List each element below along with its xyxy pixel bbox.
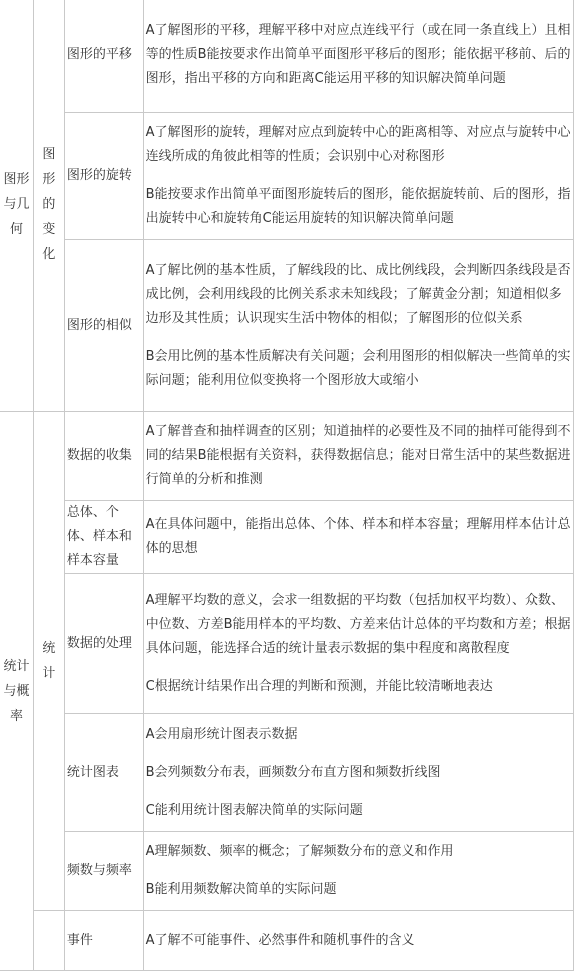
requirement-text: A了解图形的旋转，理解对应点到旋转中心的距离相等、对应点与旋转中心连线所成的角彼此相等的性质；会识别中心对称图形: [145, 125, 571, 164]
requirement-text: C能利用统计图表解决简单的实际问题: [145, 802, 363, 818]
requirement-text: A了解普查和抽样调查的区别；知道抽样的必要性及不同的抽样可能得到不同的结果B能根据有关资料，获得数据信息；能对日常生活中的某些数据进行简单的分析和推测: [145, 424, 571, 487]
topic-cell: 图形的平移: [64, 0, 143, 113]
requirement-cell: [143, 501, 573, 574]
subcategory-cell: 图形的变化: [33, 0, 64, 412]
table-row: [0, 911, 574, 971]
requirement-cell: [143, 911, 573, 971]
requirement-cell: [143, 574, 573, 714]
requirement-text: A会用扇形统计图表示数据: [145, 726, 298, 742]
requirement-cell: [143, 0, 573, 113]
requirement-cell: [143, 240, 573, 412]
requirement-text: B能利用频数解决简单的实际问题: [145, 882, 337, 897]
table-row: [0, 832, 574, 911]
table-row: [0, 240, 574, 412]
requirement-cell: [143, 113, 573, 240]
topic-cell: 图形的旋转: [64, 113, 143, 240]
table-row: [0, 574, 574, 714]
requirement-cell: [143, 832, 573, 911]
table-row: [0, 412, 574, 501]
requirement-text: B会用比例的基本性质解决有关问题；会利用图形的相似解决一些简单的实际问题；能利用位似变换将一个图形放大或缩小: [145, 348, 571, 388]
requirement-cell: [143, 412, 573, 501]
requirement-text: A在具体问题中，能指出总体、个体、样本和样本容量；理解用样本估计总体的思想: [145, 517, 571, 556]
category-cell: 图形与几何: [0, 0, 33, 412]
table-row: [0, 0, 574, 113]
requirement-text: A理解频数、频率的概念；了解频数分布的意义和作用: [145, 844, 454, 859]
requirement-text: A了解图形的平移，理解平移中对应点连线平行（或在同一条直线上）且相等的性质B能按要求作出简单平面图形平移后的图形；能依据平移前、后的图形，指出平移的方向和距离C能运用平移的知识解决简单问题: [145, 22, 571, 86]
category-cell: 统计与概率: [0, 412, 33, 971]
requirement-text: A了解不可能事件、必然事件和随机事件的含义: [145, 932, 415, 948]
table-row: [0, 714, 574, 832]
topic-cell: 数据的收集: [64, 412, 143, 501]
topic-cell: 数据的处理: [64, 574, 143, 714]
topic-cell: 总体、个体、样本和样本容量: [64, 501, 143, 574]
requirement-text: A了解比例的基本性质，了解线段的比、成比例线段，会判断四条线段是否成比例，会利用线段的比例关系求未知线段；了解黄金分割；知道相似多边形及其性质；认识现实生活中物体的相似；了解图形的位似关系: [145, 262, 571, 326]
requirement-text: A理解平均数的意义，会求一组数据的平均数（包括加权平均数）、众数、中位数、方差B能用样本的平均数、方差来估计总体的平均数和方差；根据具体问题，能选择合适的统计量表示数据的集中程度和离散程度: [145, 592, 571, 656]
topic-cell: 频数与频率: [64, 832, 143, 911]
requirement-text: C根据统计结果作出合理的判断和预测，并能比较清晰地表达: [145, 678, 493, 694]
subcategory-cell: 统计: [33, 412, 64, 911]
subcategory-cell: [33, 911, 64, 971]
table-row: [0, 113, 574, 240]
topic-cell: 统计图表: [64, 714, 143, 832]
requirement-text: B会列频数分布表，画频数分布直方图和频数折线图: [145, 764, 441, 780]
requirement-cell: [143, 714, 573, 832]
topic-cell: 事件: [64, 911, 143, 971]
topic-cell: 图形的相似: [64, 240, 143, 412]
table-row: [0, 501, 574, 574]
requirement-text: B能按要求作出简单平面图形旋转后的图形，能依据旋转前、后的图形，指出旋转中心和旋转角C能运用旋转的知识解决简单问题: [145, 187, 571, 226]
